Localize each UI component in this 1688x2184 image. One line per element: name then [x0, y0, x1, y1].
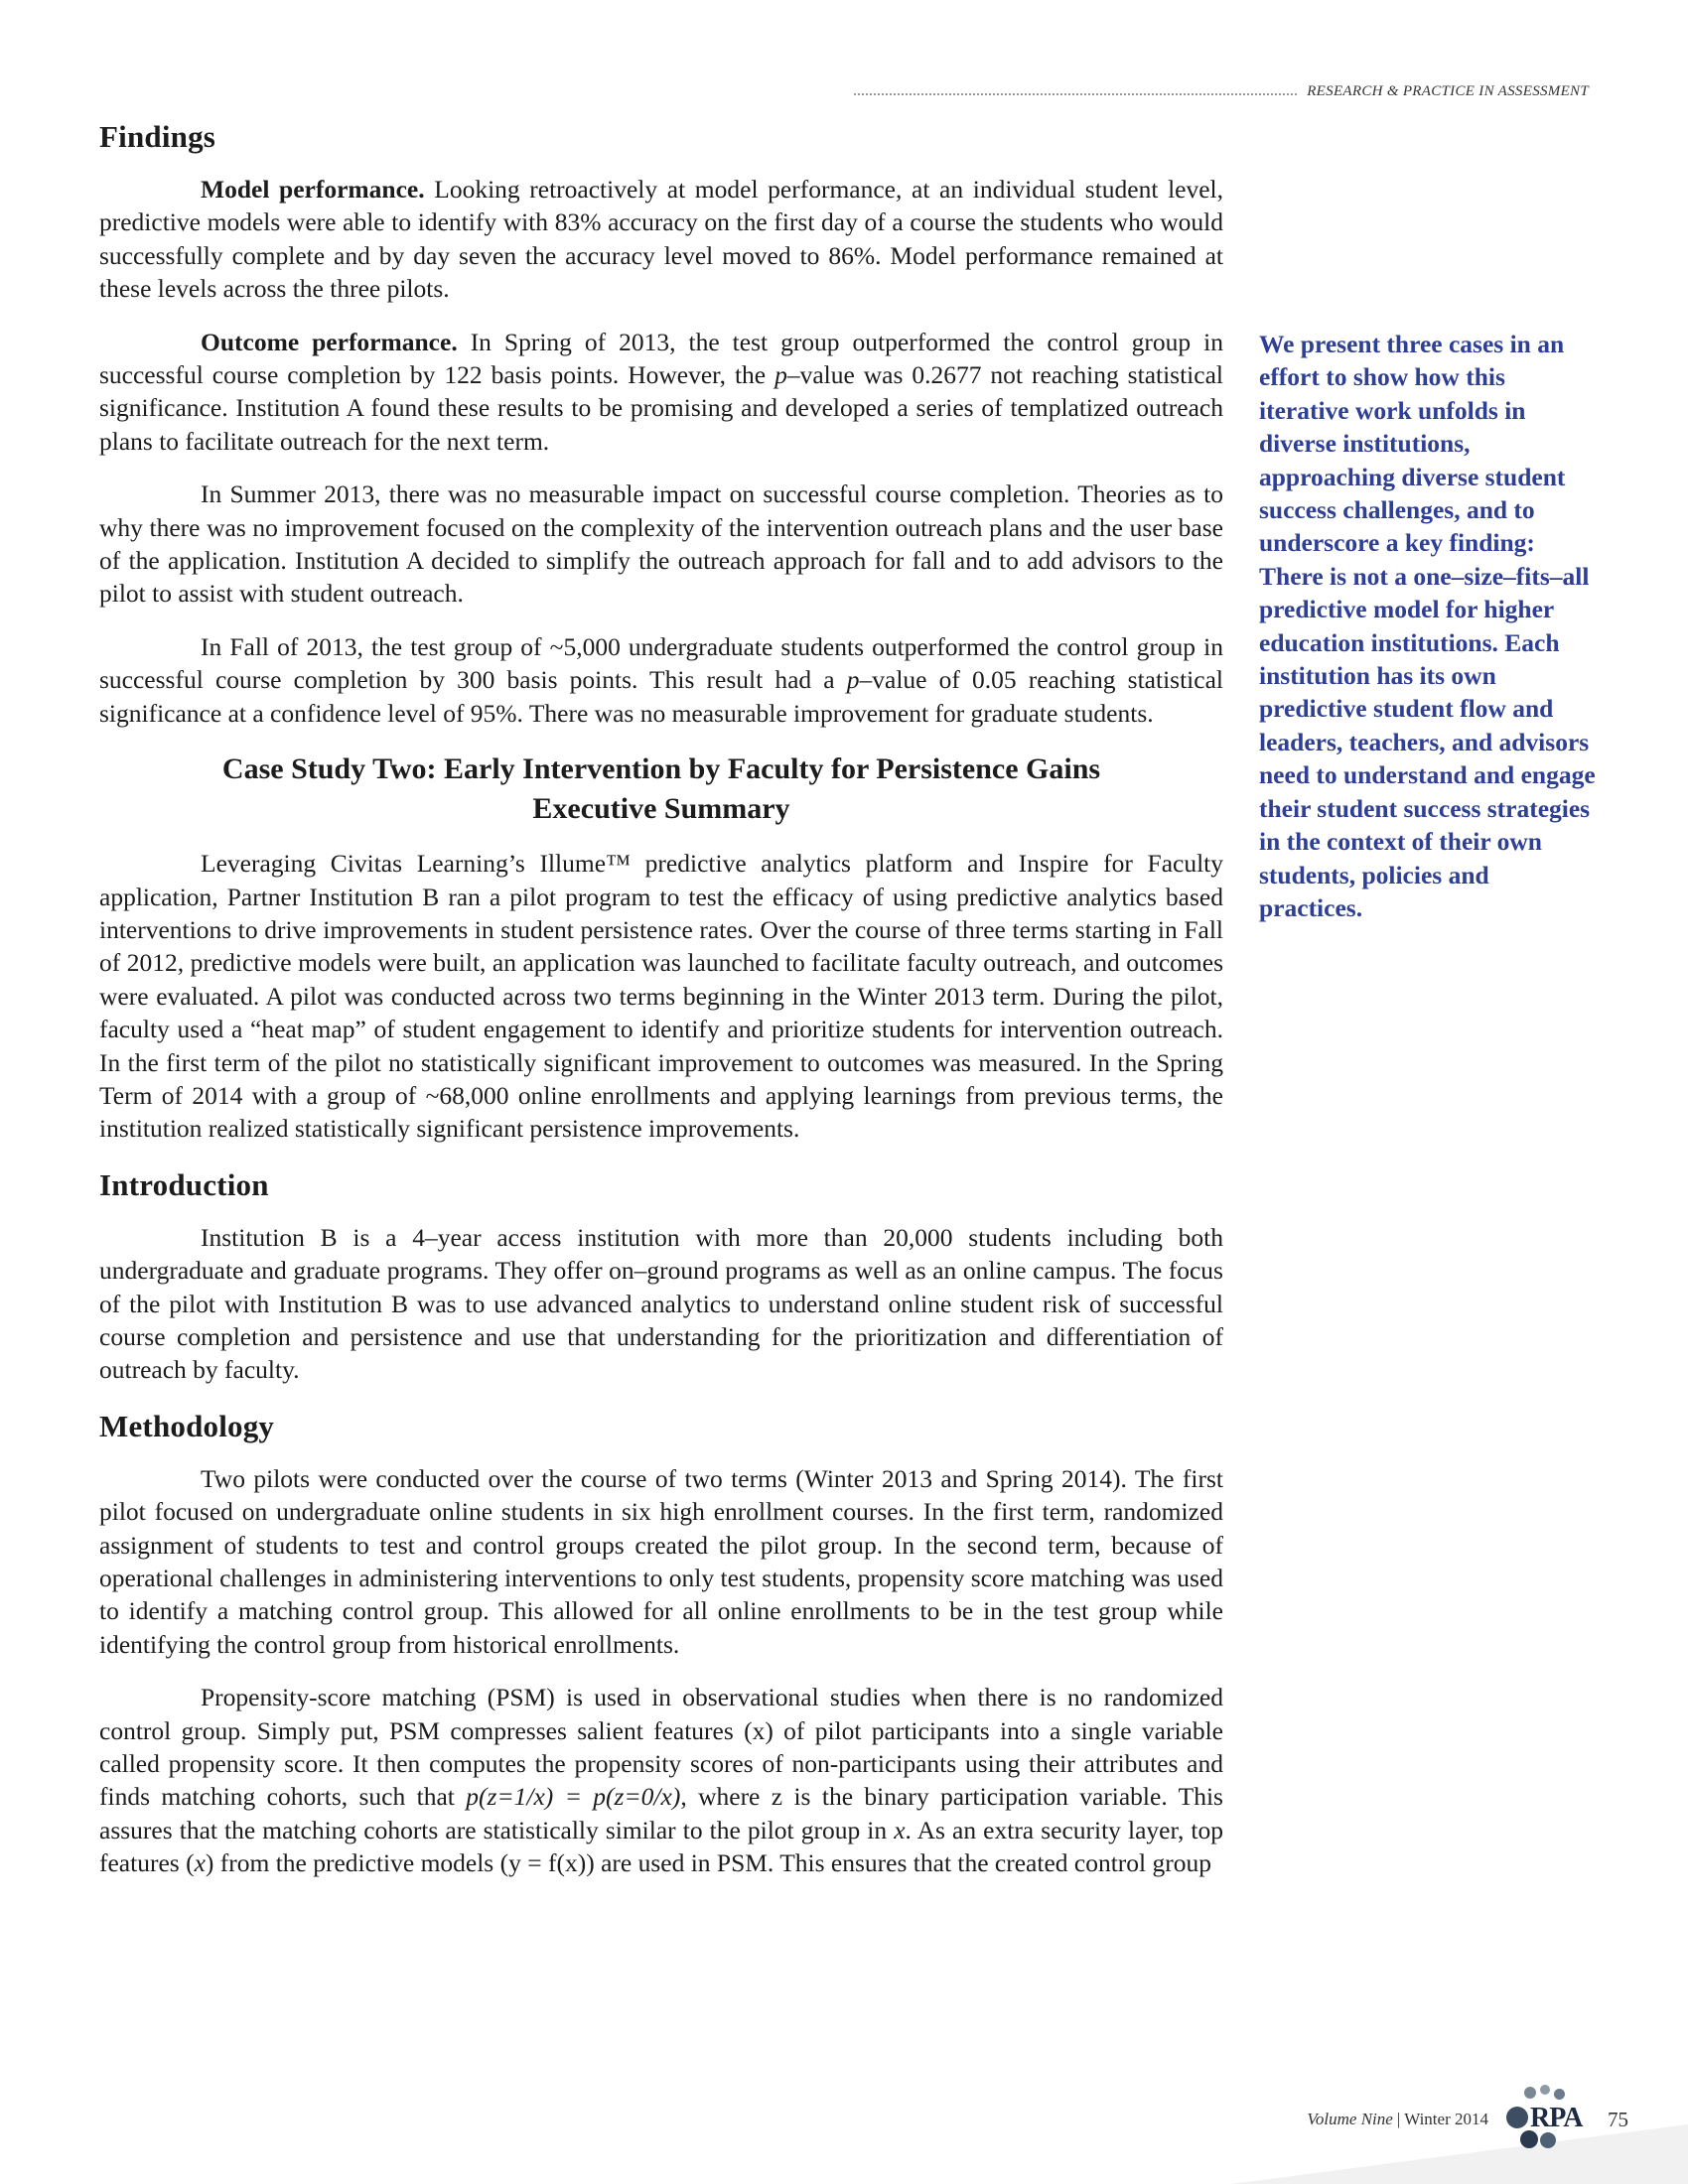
- fall-text-a: In Fall of 2013, the test group of ~5,000 undergraduate students outperformed the control group in successful course completion by 300 basis points. This result had a: [99, 631, 1223, 695]
- psm-text-c: . As an extra security layer, top features (: [99, 1815, 1223, 1878]
- methodology-paragraph-2: [99, 1681, 1223, 1879]
- propensity-formula: p(z=1/x) = p(z=0/x): [466, 1782, 681, 1812]
- fall-p-symbol: p: [846, 665, 860, 695]
- psm-text-b: , where z is the binary participation variable. This assures that the matching cohorts are statistically similar to the pilot group in: [99, 1782, 1223, 1844]
- running-header: [854, 83, 1589, 100]
- model-performance-paragraph: [99, 173, 1223, 306]
- executive-summary-paragraph: Leveraging Civitas Learning’s Illume™ predictive analytics platform and Inspire for Faculty application, Partner Institution B ran a pilot program to test the efficacy of using predictive analytics based interventions to drive improvements in student persistence rates. Over the course of three terms starting in Fall of 2012, predictive models were built, an application was launched to facilitate faculty outreach, and outcomes were evaluated. A pilot was conducted across two terms beginning in the Winter 2013 term. During the pilot, faculty used a “heat map” of student engagement to identify and prioritize students for intervention outreach. In the first term of the pilot no statistically significant improvement to outcomes was measured. In the Spring Term of 2014 with a group of ~68,000 online enrollments and applying learnings from previous terms, the institution realized statistically significant persistence improvements.: [99, 849, 1223, 1144]
- rpa-logo: [1502, 2085, 1592, 2154]
- introduction-heading: Introduction: [99, 1166, 269, 1202]
- psm-x-symbol-1: x: [894, 1815, 906, 1844]
- sidebar-pull-quote: We present three cases in an effort to show how this iterative work unfolds in diverse institutions, approaching diverse student success challenges, and to underscore a key finding: There is not a one–size–fits–all predictive model for higher education institutions. Each institution has its own predictive student flow and leaders, teachers, and advisors need to understand and engage their student success strategies in the context of their own students, policies and practices.: [1259, 330, 1596, 922]
- model-performance-lead: Model performance.: [201, 175, 425, 204]
- outcome-text-a: In Spring of 2013, the test group outperformed the control group in successful course completion by 122 basis points. However, the: [99, 327, 1223, 390]
- footer-separator: |: [1396, 2110, 1401, 2128]
- main-column: [99, 117, 1223, 1900]
- psm-text-a: Propensity-score matching (PSM) is used in observational studies when there is no randomized control group. Simply put, PSM compresses salient features (x) of pilot participants into a single variable called propensity score. It then computes the propensity scores of non-participants using their attributes and finds matching cohorts, such that: [99, 1683, 1223, 1812]
- fall-text-b: –value of 0.05 reaching statistical significance at a confidence level of 95%. There was no measurable improvement for graduate students.: [99, 665, 1223, 728]
- introduction-paragraph: Institution B is a 4–year access institution with more than 20,000 students including both undergraduate and graduate programs. They offer on–ground programs as well as an online campus. The focus of the pilot with Institution B was to use advanced analytics to understand online student risk of successful course completion and persistence and use that understanding for the prioritization and differentiation of outreach by faculty.: [99, 1222, 1223, 1385]
- outcome-performance-paragraph: [99, 326, 1223, 459]
- page-number: 75: [1608, 2107, 1628, 2131]
- page-footer: [1211, 2085, 1628, 2154]
- case-study-title: Case Study Two: Early Intervention by Faculty for Persistence Gains: [221, 752, 1101, 786]
- outcome-performance-lead: Outcome performance.: [201, 327, 458, 356]
- methodology-paragraph-1: Two pilots were conducted over the course of two terms (Winter 2013 and Spring 2014). The first pilot focused on undergraduate online students in six high enrollment courses. In the first term, randomized assignment of students to test and control groups created the pilot group. In the second term, because of operational challenges in administering interventions to only test students, propensity score matching was used to identify a matching control group. This allowed for all online enrollments to be in the test group while identifying the control group from historical enrollments.: [99, 1463, 1223, 1659]
- model-performance-text: Looking retroactively at model performance, at an individual student level, predictive models were able to identify with 83% accuracy on the first day of a course the students who would successfully complete and by day seven the accuracy level moved to 86%. Model performance remained at these levels across the three pilots.: [99, 175, 1224, 304]
- outcome-text-b: –value was 0.2677 not reaching statistical significance. Institution A found these results to be promising and developed a series of templatized outreach plans to facilitate outreach for the next term.: [99, 360, 1223, 456]
- psm-text-d: ) from the predictive models (y = f(x)) are used in PSM. This ensures that the created control group: [205, 1848, 1211, 1878]
- executive-summary-title: Executive Summary: [532, 792, 790, 826]
- rpa-logo-text: RPA: [1530, 2103, 1583, 2133]
- methodology-heading: Methodology: [99, 1408, 275, 1443]
- case-study-heading: [99, 750, 1223, 829]
- footer-volume: Volume Nine: [1307, 2110, 1393, 2128]
- running-title: RESEARCH & PRACTICE IN ASSESSMENT: [1307, 83, 1589, 99]
- header-dotted-rule: [854, 93, 1297, 95]
- summer-paragraph: In Summer 2013, there was no measurable impact on successful course completion. Theories as to why there was no improvement focused on the complexity of the intervention outreach plans and the user base of the application. Institution A decided to simplify the outreach approach for fall and to add advisors to the pilot to assist with student outreach.: [99, 479, 1223, 609]
- footer-issue: Winter 2014: [1404, 2110, 1488, 2128]
- fall-paragraph: [99, 630, 1223, 730]
- findings-heading: Findings: [99, 119, 216, 154]
- psm-x-symbol-2: x: [194, 1848, 206, 1878]
- outcome-p-symbol: p: [774, 360, 787, 390]
